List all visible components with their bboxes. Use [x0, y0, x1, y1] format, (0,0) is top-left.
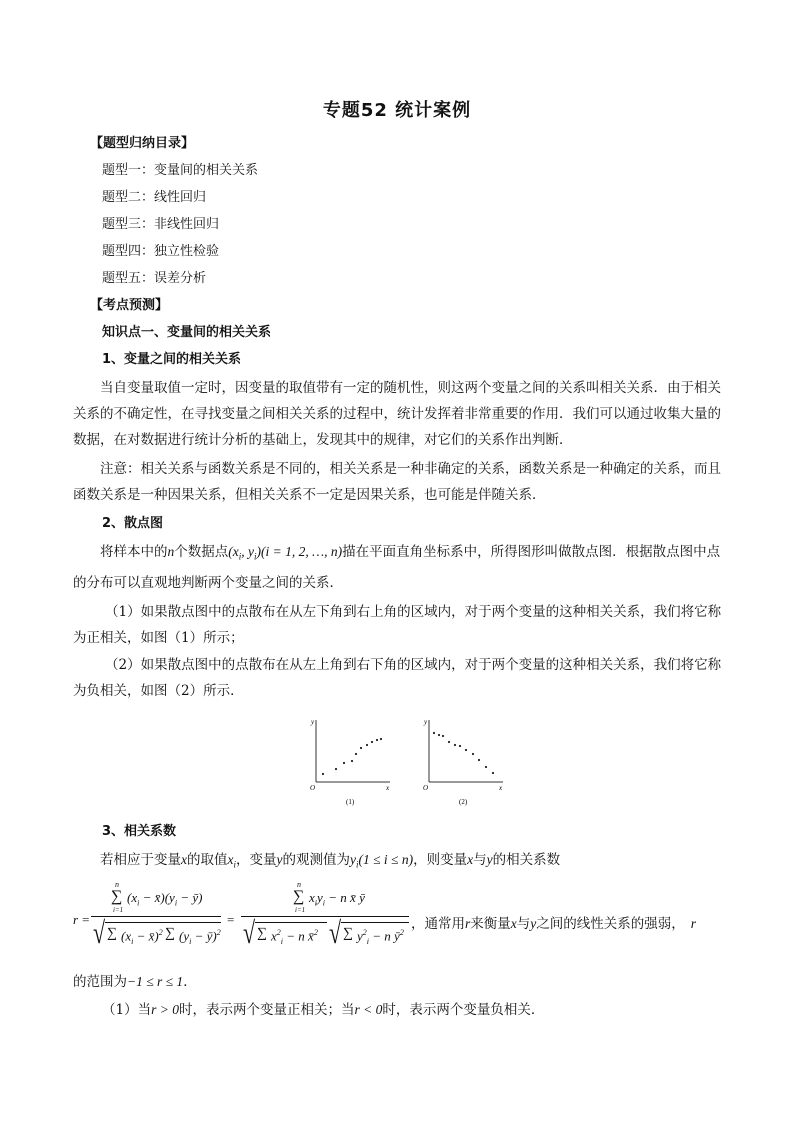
toc-item-4: 题型四：独立性检验: [102, 244, 220, 259]
scatter-point: [376, 739, 378, 741]
knowledge-point-1: 知识点一、变量间的相关关系: [102, 325, 272, 340]
scatter-point: [371, 741, 373, 743]
toc-item-1: 题型一：变量间的相关关系: [102, 163, 259, 178]
predict-heading: 【考点预测】: [90, 298, 169, 313]
paragraph-positive: （1）如果散点图中的点散布在从左下角到右上角的区域内，对于两个变量的这种相关关系，我们将它称为正相关，如图（1）所示；: [73, 604, 722, 646]
scatter-text-a: 将样本中的: [100, 544, 168, 560]
scatter-point: ($x_i$, $y_i)(i = 1$, 2, …, n): [228, 544, 343, 562]
scatter-point: [478, 759, 480, 761]
scatter-point: [355, 753, 357, 755]
scatter-point: [454, 744, 456, 746]
toc-item-2: 题型二：线性回归: [102, 190, 207, 205]
scatter-point: [343, 762, 345, 764]
scatter-plot-negative: [419, 716, 509, 810]
subsection-3: 3、相关系数: [102, 824, 177, 839]
scatter-point: [485, 766, 487, 768]
scatter-text-b: 个数据点: [174, 544, 229, 560]
correlation-formula: r = n ∑ i=1 ($x_i$ − $x̄)(y_i$ − ȳ) √ ∑ ($x_i$ − x̄)$^2$ ∑ ($y_i$ − ȳ)$^2$ = n ∑ i=1 $x_iy_i - n$ x̄ ȳ √ ∑ $x^2_i - n$ x̄$^2$ √ ∑ $y^2_i - n$ $ȳ^2$ ，通常用r来衡量x与y之间的线性关系的强弱， r: [73, 880, 697, 950]
figure-caption: (1): [346, 798, 355, 806]
axis-y-label: y: [424, 718, 428, 726]
scatter-point: [438, 734, 440, 736]
toc-item-3: 题型三：非线性回归: [102, 217, 220, 232]
scatter-point: [472, 753, 474, 755]
scatter-plot-positive: [306, 716, 396, 810]
toc-heading: 【题型归纳目录】: [90, 136, 195, 151]
scatter-point: [442, 735, 444, 737]
scatter-n: n: [167, 544, 175, 559]
scatter-point: [366, 744, 368, 746]
scatter-point: [433, 732, 435, 734]
scatter-point: [448, 741, 450, 743]
scatter-point: [492, 772, 494, 774]
paragraph-coefficient: 若相应于变量x的取值$x_i$，变量y的观测值为$y_i(1 \le i \le n)$，则变量x与y的相关系数: [100, 852, 561, 870]
scatter-point: [322, 773, 324, 775]
toc-item-5: 题型五：误差分析: [102, 271, 207, 286]
page-title: 专题52 统计案例: [322, 100, 472, 121]
scatter-point: [380, 738, 382, 740]
scatter-text-c: 描在平面直角坐标系中，所得图形叫做散点图．根据散点图中点的分布可以直观地判断两个变量之间的关系．: [73, 544, 721, 591]
paragraph-note: 注意：相关关系与函数关系是不同的，相关关系是一种非确定的关系，函数关系是一种确定的关系，而且函数关系是一种因果关系，但相关关系不一定是因果关系，也可能是伴随关系．: [73, 461, 721, 503]
scatter-point: [351, 760, 353, 762]
scatter-point: [459, 745, 461, 747]
scatter-point: [335, 768, 337, 770]
origin-label: O: [423, 784, 429, 792]
paragraph-correlation: 当自变量取值一定时，因变量的取值带有一定的随机性，则这两个变量之间的关系叫相关关系．由于相关关系的不确定性，在寻找变量之间相关关系的过程中，统计发挥着非常重要的作用．我们可以通过收集大量的数据，在对数据进行统计分析的基础上，发现其中的规律，对它们的关系作出判断．: [73, 380, 721, 448]
axis-x-label: x: [386, 784, 390, 792]
sign-line: （1）当r > 0时，表示两个变量正相关；当r < 0时，表示两个变量负相关．: [102, 1002, 545, 1018]
paragraph-scatter: [73, 539, 723, 596]
figure-caption: (2): [459, 798, 468, 806]
axis-y-label: y: [311, 718, 315, 726]
paragraph-negative: （2）如果散点图中的点散布在从左上角到右下角的区域内，对于两个变量的这种相关关系，我们将它称为负相关，如图（2）所示．: [73, 657, 722, 699]
subsection-2: 2、散点图: [102, 516, 164, 531]
axis-x-label: x: [499, 784, 503, 792]
scatter-point: [360, 747, 362, 749]
origin-label: O: [310, 784, 316, 792]
scatter-point: [465, 749, 467, 751]
subsection-1: 1、变量之间的相关关系: [102, 352, 242, 367]
range-line: 的范围为−1 ≤ r ≤ 1．: [73, 974, 197, 990]
